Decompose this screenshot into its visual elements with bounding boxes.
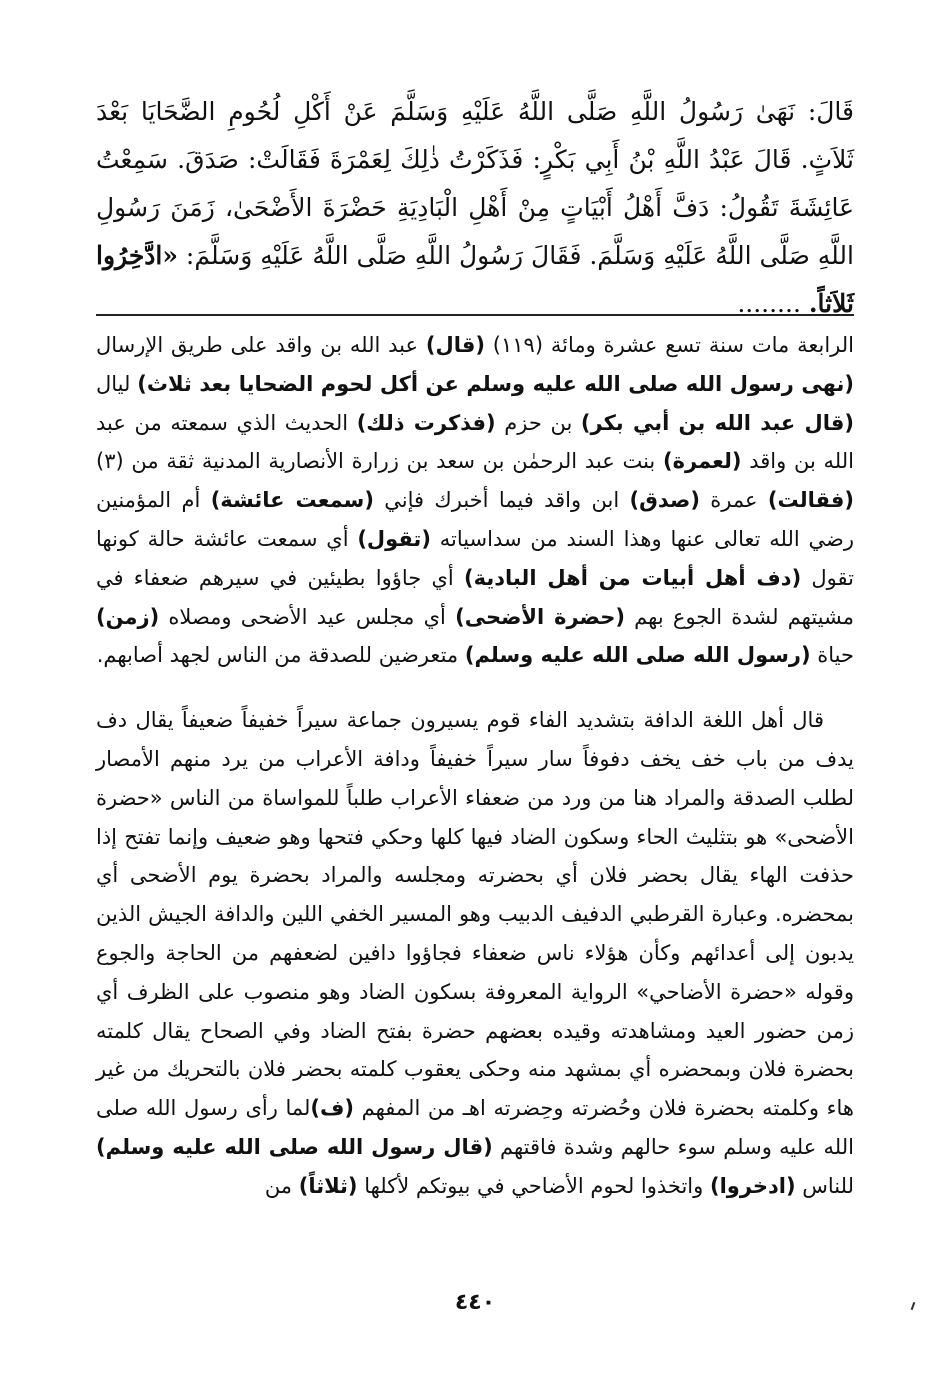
page-number: ٤٤٠ bbox=[454, 1290, 496, 1315]
commentary-term: (قال عبد الله بن أبي بكر) bbox=[580, 410, 854, 435]
commentary-text-run: أي مجلس عيد الأضحى ومصلاه bbox=[159, 604, 456, 629]
commentary-term: (لعمرة) bbox=[663, 449, 742, 474]
hadith-ellipsis: ........ bbox=[737, 289, 809, 318]
hadith-quote-bold: «ادَّخِرُوا ثَلاَثاً. bbox=[96, 241, 854, 318]
commentary-term: (صدق) bbox=[629, 488, 700, 513]
commentary-term: (فذكرت ذلك) bbox=[356, 410, 496, 435]
commentary-text-run: قال أهل اللغة الدافة بتشديد الفاء قوم يسيرون جماعة سيراً خفيفاً ضعيفاً يقال دف يدف من باب خف يخف دفوفاً سار سيراً خفيفاً ودافة الأعراب من يرد منهم الأمصار لطلب الصدقة والمراد هنا من ورد من ضعفاء الأعراب طلباً للمواساة من الناس «حضرة الأضحى» هو بتثليث الحاء وسكون الضاد فيها كلها وحكي فتحها وهو ضعيف وإنما تفتح إذا حذفت الهاء يقال بحضر فلان أي بحضرته ومجلسه والمراد بحضرة يوم الأضحى أي بمحضره. وعبارة القرطبي الدفيف الدبيب وهو المسير الخفي اللين والدافة الجيش الذين يدبون إلى أعدائهم وكأن هؤلاء ناس ضعفاء فجاؤوا دافين لضعفهم من الحاجة والجوع وقوله «حضرة الأضاحي» الرواية المعروفة بسكون الضاد وهو منصوب على الظرف أي زمن حضور العيد ومشاهدته وقيده بعضهم حضرة بفتح الضاد وفي الصحاح يقال كلمته بحضرة فلان وبمحضره أي بمشهد منه وحكى يعقوب كلمته بحضر فلان بالتحريك من غير هاء وكلمته بحضرة فلان وحُضرته وحِضرته اهـ من المفهم bbox=[96, 708, 854, 1121]
commentary-term: (تقول) bbox=[357, 526, 431, 551]
commentary-term: (فقالت) bbox=[767, 488, 854, 513]
commentary-term: (زمن) bbox=[96, 604, 160, 629]
commentary-text-run: أي جاؤوا بطيئين في سيرهم ضعفاء في مشيتهم لشدة الجوع بهم bbox=[96, 565, 855, 629]
commentary-term: (دف أهل أبيات من أهل البادية) bbox=[463, 565, 802, 590]
commentary-text-run: عبد الله بن واقد على طريق الإرسال bbox=[96, 333, 426, 357]
commentary-text-run: واتخذوا لحوم الأضاحي في بيوتكم لأكلها bbox=[357, 1173, 710, 1198]
commentary-term: (قال رسول الله صلى الله عليه وسلم) bbox=[96, 1134, 493, 1159]
commentary-paragraph-2 bbox=[96, 701, 854, 1205]
commentary-text-run: أم المؤمنين رضي الله تعالى عنها وهذا السند من سداسياته bbox=[96, 488, 854, 551]
commentary-term: (ادخروا) bbox=[709, 1173, 796, 1198]
commentary-text-run: بنت عبد الرحمٰن بن سعد بن زرارة الأنصارية المدنية ثقة من (٣) bbox=[96, 449, 664, 474]
commentary-text-run: الرابعة مات سنة تسع عشرة ومائة (١١٩) bbox=[484, 333, 854, 357]
commentary-text-run: ابن واقد فيما أخبرك فإني bbox=[373, 488, 630, 513]
commentary-term: (نهى رسول الله صلى الله عليه وسلم عن أكل لحوم الضحايا بعد ثلاث) bbox=[137, 371, 854, 396]
commentary-term: (ف) bbox=[310, 1096, 355, 1121]
commentary-text-run: من bbox=[264, 1173, 299, 1198]
commentary-text-run: متعرضين للصدقة من الناس لجهد أصابهم. bbox=[96, 643, 465, 668]
commentary-text-run: بن حزم bbox=[495, 410, 581, 435]
footnote-separator bbox=[96, 314, 854, 316]
hadith-sentence: قَالَ: نَهَىٰ رَسُولُ اللَّهِ صَلَّى اللَّهُ عَلَيْهِ وَسَلَّمَ عَنْ أَكْلِ لُحُومِ الضَّحَايَا بَعْدَ ثَلاَثٍ. bbox=[96, 97, 855, 174]
commentary-text-run: حياة bbox=[810, 643, 854, 668]
hadith-narration: قَالَ عَبْدُ اللَّهِ بْنُ أَبِي بَكْرٍ: فَذَكَرْتُ ذٰلِكَ لِعَمْرَةَ فَقَالَتْ: صَدَقَ. سَمِعْتُ عَائِشَةَ تَقُولُ: دَفَّ أَهْلُ أَبْيَاتٍ مِنْ أَهْلِ الْبَادِيَةِ حَضْرَةَ الأَضْحَىٰ، زَمَنَ رَسُولِ اللَّهِ صَلَّى اللَّهُ عَلَيْهِ وَسَلَّمَ. فَقَالَ رَسُولُ اللَّهِ صَلَّى اللَّهُ عَلَيْهِ وَسَلَّمَ: bbox=[96, 145, 854, 270]
commentary-term: (سمعت عائشة) bbox=[210, 488, 374, 513]
commentary-text-run: أي سمعت عائشة حالة كونها تقول bbox=[96, 526, 854, 590]
commentary-text bbox=[96, 326, 854, 1206]
commentary-term: (ثلاثاً) bbox=[298, 1173, 358, 1198]
commentary-text-run: الحديث الذي سمعته من عبد الله بن واقد bbox=[96, 410, 854, 474]
commentary-text-run: عمرة bbox=[699, 488, 768, 513]
commentary-text-run: لما رأى رسول الله صلى الله عليه وسلم سوء حالهم وشدة فاقتهم bbox=[96, 1096, 854, 1159]
commentary-term: (قال) bbox=[425, 333, 485, 357]
commentary-term: (رسول الله صلى الله عليه وسلم) bbox=[464, 643, 811, 668]
hadith-text bbox=[96, 88, 854, 328]
hadith-paragraph bbox=[96, 88, 854, 328]
commentary-text-run: للناس bbox=[795, 1173, 854, 1198]
commentary-paragraph-1 bbox=[96, 326, 854, 675]
commentary-term: (حضرة الأضحى) bbox=[455, 604, 625, 629]
commentary-text-run: ليال bbox=[96, 371, 138, 396]
